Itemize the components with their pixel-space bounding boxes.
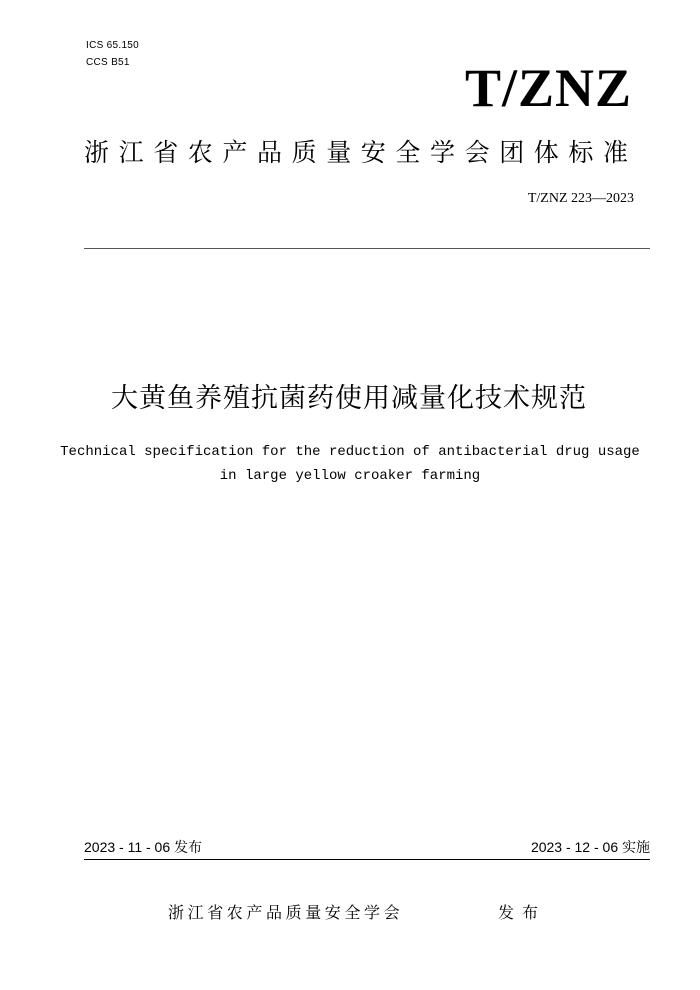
issue-action: 发布 <box>498 903 547 922</box>
organization-title: 浙江省农产品质量安全学会团体标准 <box>84 138 638 167</box>
standard-logo: T/ZNZ <box>464 58 632 118</box>
document-title-en <box>0 440 700 488</box>
date-row <box>84 837 650 860</box>
issuer-name: 浙江省农产品质量安全学会 <box>168 903 404 922</box>
standard-number: T/ZNZ 223—2023 <box>527 191 634 206</box>
document-title-cn: 大黄鱼养殖抗菌药使用减量化技术规范 <box>111 383 587 414</box>
title-en-line-2: in large yellow croaker farming <box>219 468 481 484</box>
title-en-line-1: Technical specification for the reduction of antibacterial drug usage <box>60 444 640 460</box>
ics-code: ICS 65.150 <box>86 40 140 51</box>
classification-codes <box>86 37 139 71</box>
issue-date: 2023 - 11 - 06 发布 <box>84 839 203 855</box>
ccs-code: CCS B51 <box>86 57 130 68</box>
header-divider <box>84 248 650 249</box>
implement-date: 2023 - 12 - 06 实施 <box>530 839 650 855</box>
